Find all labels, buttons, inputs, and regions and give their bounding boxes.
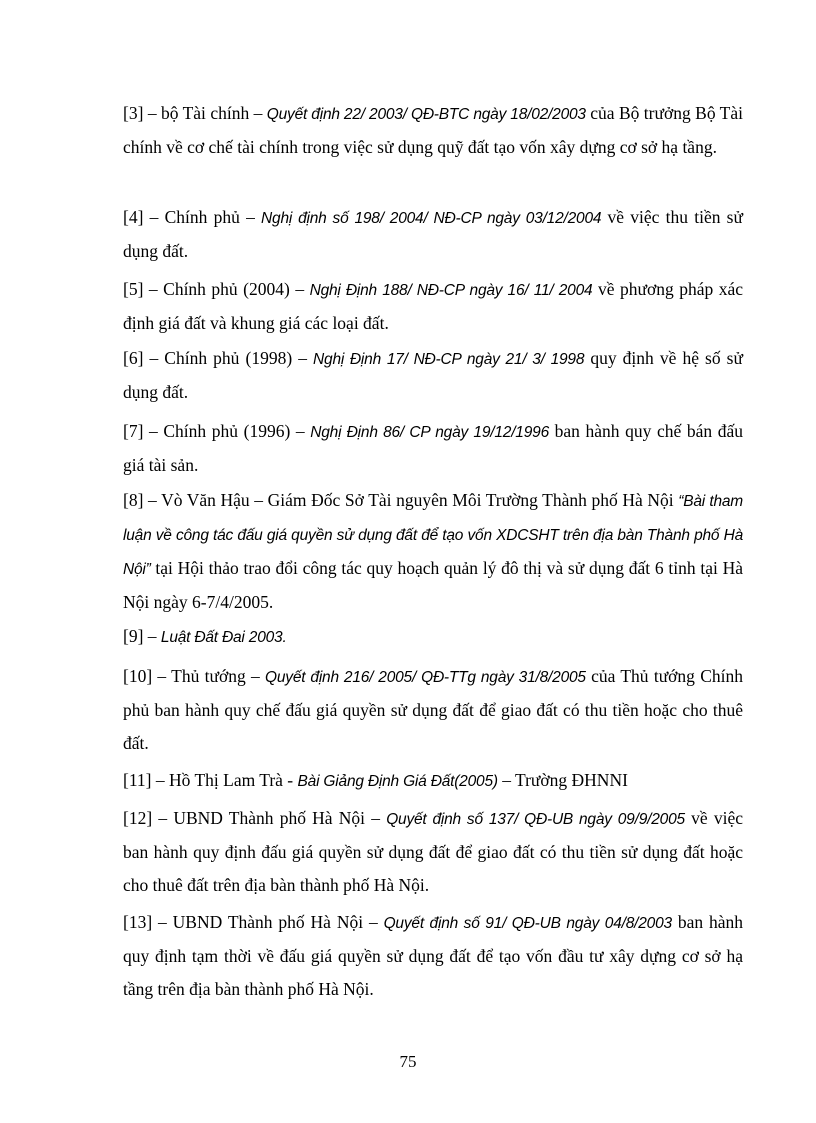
reference-8-author: [8] – Vò Văn Hậu – Giám Đốc Sở Tài nguyên Môi Trường Thành phố Hà Nội (123, 490, 679, 510)
reference-12-title: Quyết định số 137/ QĐ-UB ngày 09/9/2005 (386, 811, 685, 828)
reference-3-title: Quyết định 22/ 2003/ QĐ-BTC ngày 18/02/2003 (266, 106, 586, 123)
reference-9-author: [9] – (123, 626, 161, 646)
reference-8-title: “Bài tham luận về công tác đấu giá quyền sử dụng đất để tạo vốn XDCSHT trên địa bàn Thành phố Hà Nội” (123, 493, 744, 578)
reference-10 (123, 660, 743, 760)
reference-13-description: ban hành quy định tạm thời về đấu giá quyền sử dụng đất để tạo vốn đầu tư xây dựng cơ sở hạ tầng trên địa bàn thành phố Hà Nội. (123, 912, 743, 999)
reference-6 (123, 342, 743, 409)
reference-7-title: Nghị Định 86/ CP ngày 19/12/1996 (310, 424, 549, 441)
reference-12-description: về việc ban hành quy định đấu giá quyền sử dụng đất để giao đất có thu tiền sử dụng đất hoặc cho thuê đất trên địa bàn thành phố Hà Nội. (123, 808, 743, 895)
reference-12-author: [12] – UBND Thành phố Hà Nội – (123, 808, 387, 828)
reference-3-description: của Bộ trưởng Bộ Tài chính về cơ chế tài chính trong việc sử dụng quỹ đất tạo vốn xây dựng cơ sở hạ tầng. (123, 103, 743, 157)
reference-10-title: Quyết định 216/ 2005/ QĐ-TTg ngày 31/8/2005 (265, 669, 586, 686)
reference-6-author: [6] – Chính phủ (1998) – (123, 348, 314, 368)
reference-5 (123, 273, 743, 340)
reference-13 (123, 906, 743, 1006)
reference-7-description: ban hành quy chế bán đấu giá tài sản. (123, 421, 743, 475)
reference-10-author: [10] – Thủ tướng – (123, 666, 266, 686)
reference-11-description: – Trường ĐHNNI (497, 770, 628, 790)
reference-11-title: Bài Giảng Định Giá Đất(2005) (297, 773, 498, 790)
reference-4-title: Nghị định số 198/ 2004/ NĐ-CP ngày 03/12/2004 (261, 210, 602, 227)
reference-13-title: Quyết định số 91/ QĐ-UB ngày 04/8/2003 (383, 915, 672, 932)
reference-9-title: Luật Đất Đai 2003. (160, 629, 287, 646)
reference-10-description: của Thủ tướng Chính phủ ban hành quy chế đấu giá quyền sử dụng đất để giao đất có thu tiền hoặc cho thuê đất. (123, 666, 743, 753)
reference-3 (123, 97, 743, 164)
reference-4 (123, 201, 743, 268)
reference-13-author: [13] – UBND Thành phố Hà Nội – (123, 912, 384, 932)
page-number: 75 (399, 1052, 417, 1071)
reference-3-author: [3] – bộ Tài chính – (123, 103, 267, 123)
reference-8-description: tại Hội thảo trao đổi công tác quy hoạch quản lý đô thị và sử dụng đất 6 tỉnh tại Hà Nội ngày 6-7/4/2005. (123, 558, 743, 612)
reference-5-title: Nghị Định 188/ NĐ-CP ngày 16/ 11/ 2004 (309, 282, 593, 299)
reference-7 (123, 415, 743, 482)
reference-6-description: quy định về hệ số sử dụng đất. (123, 348, 743, 402)
reference-9 (123, 620, 743, 654)
reference-7-author: [7] – Chính phủ (1996) – (123, 421, 311, 441)
reference-4-author: [4] – Chính phủ – (123, 207, 262, 227)
reference-5-author: [5] – Chính phủ (2004) – (123, 279, 310, 299)
reference-5-description: về phương pháp xác định giá đất và khung giá các loại đất. (123, 279, 743, 333)
reference-12 (123, 802, 743, 902)
reference-11-author: [11] – Hồ Thị Lam Trà - (123, 770, 298, 790)
reference-4-description: về việc thu tiền sử dụng đất. (123, 207, 743, 261)
reference-8 (123, 484, 743, 619)
reference-6-title: Nghị Định 17/ NĐ-CP ngày 21/ 3/ 1998 (313, 351, 585, 368)
reference-11 (123, 764, 743, 798)
